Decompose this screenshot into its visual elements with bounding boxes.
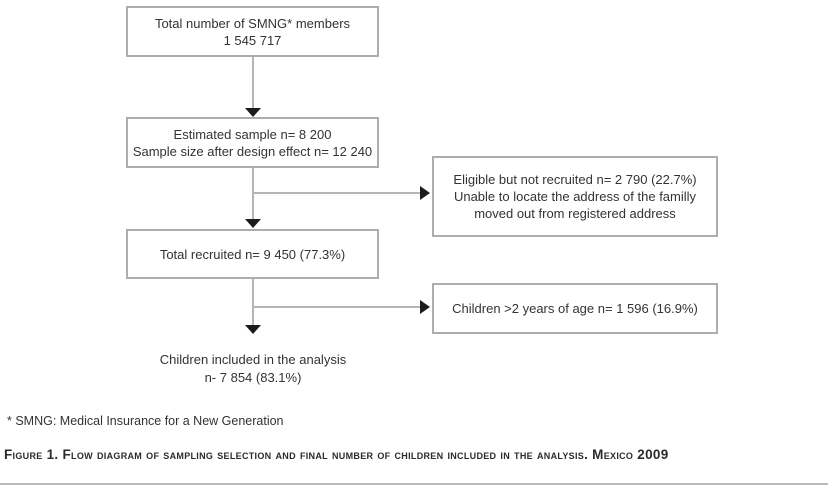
text-children-included	[116, 351, 390, 387]
arrowhead-right-to-eligible	[420, 186, 430, 200]
box-eligible-line3: moved out from registered address	[474, 206, 676, 221]
connector-line-sample-to-recruited	[252, 168, 254, 220]
text-children-included-line2: n- 7 854 (83.1%)	[204, 370, 302, 385]
box-eligible-line2: Unable to locate the address of the familly	[453, 189, 697, 204]
box-eligible-line1: Eligible but not recruited n= 2 790 (22.7%)	[453, 172, 697, 187]
arrowhead-down-to-recruited	[245, 219, 261, 228]
box-eligible-not-recruited	[432, 156, 718, 237]
connector-line-recruited-to-included	[252, 279, 254, 326]
footnote-smng: * SMNG: Medical Insurance for a New Generation	[7, 414, 284, 428]
box-children-over-2-line1: Children >2 years of age n= 1 596 (16.9%)	[452, 301, 698, 316]
bottom-divider-rule	[0, 483, 828, 485]
connector-line-branch-eligible	[254, 192, 420, 194]
box-total-members-line1: Total number of SMNG* members	[154, 15, 351, 31]
arrowhead-right-to-over2	[420, 300, 430, 314]
box-total-recruited	[126, 229, 379, 279]
box-children-over-2	[432, 283, 718, 334]
box-total-recruited-line1: Total recruited n= 9 450 (77.3%)	[159, 246, 346, 262]
arrowhead-down-to-sample	[245, 108, 261, 117]
figure-caption: Figure 1. Flow diagram of sampling selection and final number of children included in the analysis. Mexico 2009	[4, 447, 669, 462]
box-estimated-sample-line1: Estimated sample n= 8 200	[173, 126, 332, 142]
connector-line-branch-over2	[254, 306, 420, 308]
box-total-members	[126, 6, 379, 57]
box-estimated-sample-line2: Sample size after design effect n= 12 240	[132, 143, 373, 159]
connector-line-members-to-sample	[252, 57, 254, 109]
box-total-members-line2: 1 545 717	[223, 32, 282, 48]
box-estimated-sample	[126, 117, 379, 168]
arrowhead-down-to-included	[245, 325, 261, 334]
text-children-included-line1: Children included in the analysis	[159, 352, 347, 367]
